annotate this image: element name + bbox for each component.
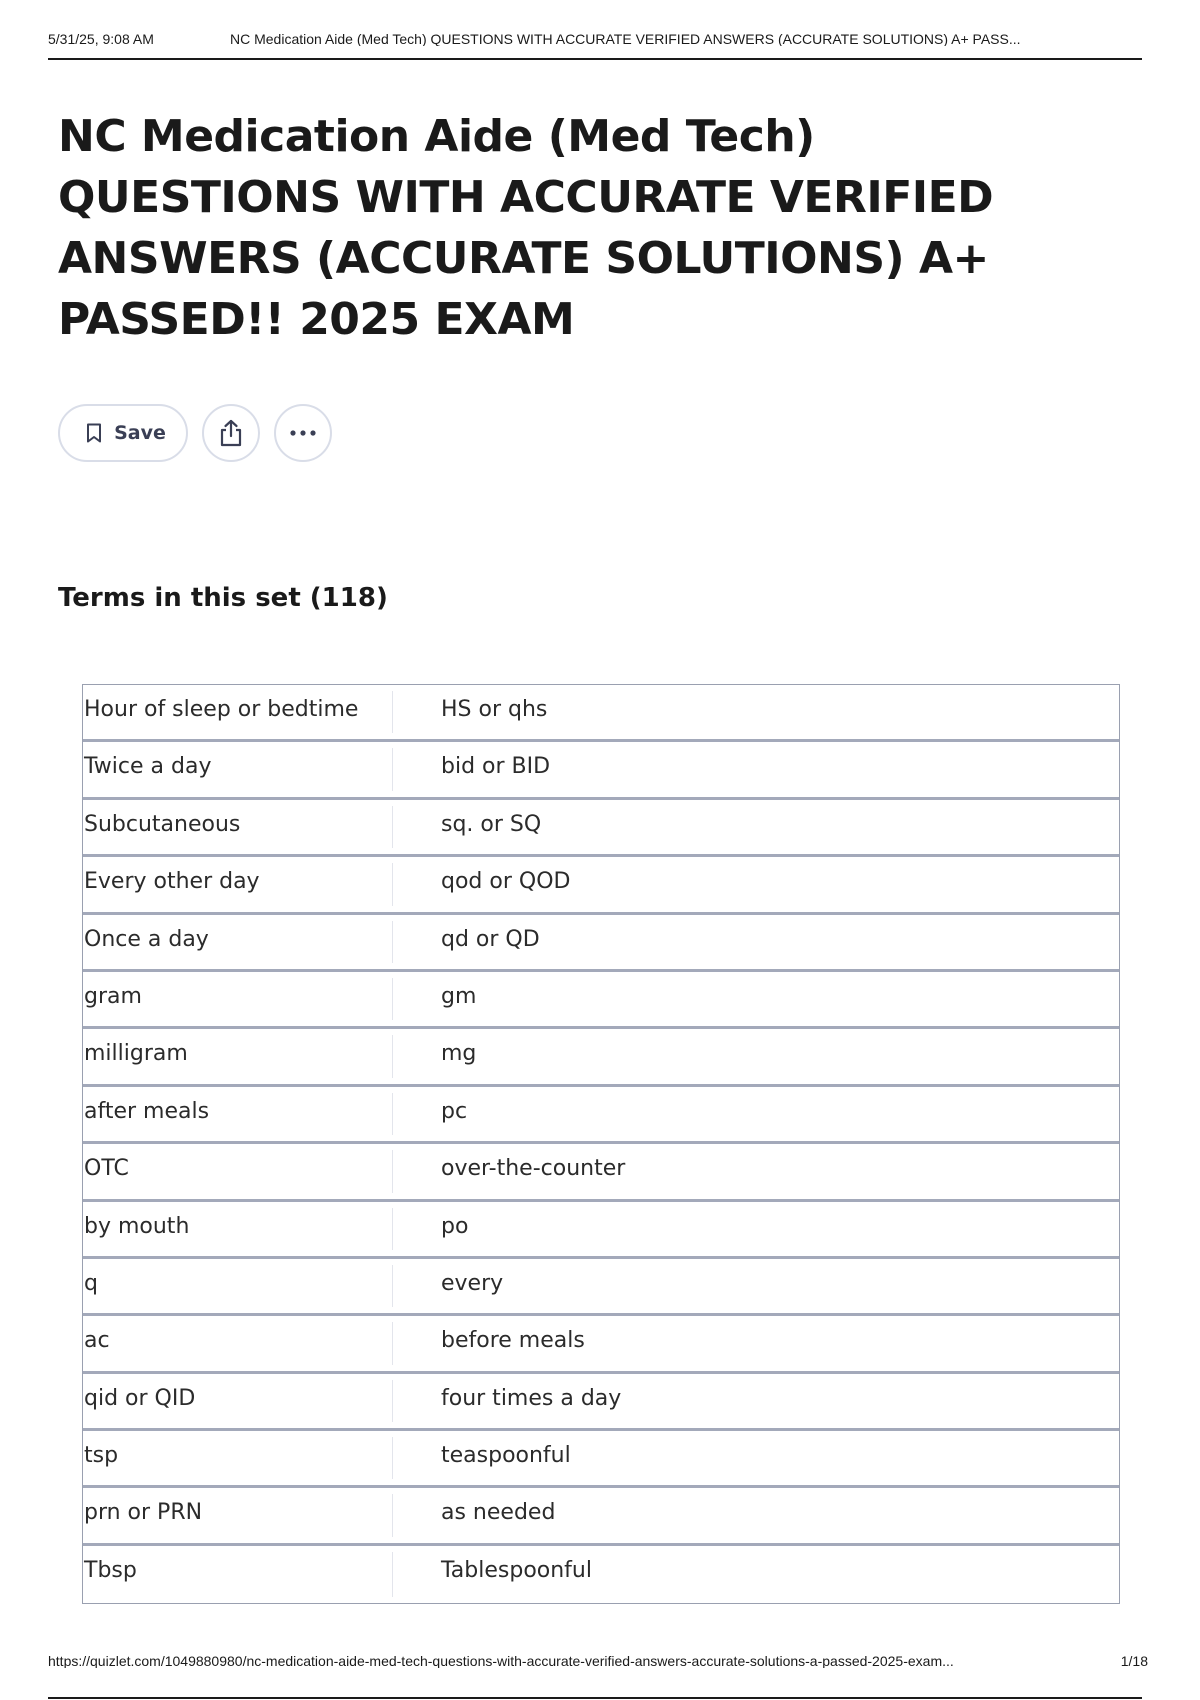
term-word: qid or QID <box>84 1385 196 1411</box>
term-divider <box>392 1494 393 1536</box>
term-divider <box>392 1035 393 1077</box>
term-row <box>83 1029 1119 1086</box>
term-row <box>83 742 1119 799</box>
term-definition: bid or BID <box>441 754 551 780</box>
term-definition: Tablespoonful <box>441 1557 592 1583</box>
bookmark-icon <box>86 423 102 443</box>
term-word: tsp <box>84 1443 119 1469</box>
term-word: Once a day <box>84 926 209 952</box>
term-definition: teaspoonful <box>441 1443 571 1469</box>
term-definition: sq. or SQ <box>441 811 542 837</box>
terms-table <box>82 684 1120 1604</box>
term-row <box>83 1259 1119 1316</box>
term-word: milligram <box>84 1041 188 1067</box>
term-divider <box>392 1093 393 1135</box>
print-url: https://quizlet.com/1049880980/nc-medication-aide-med-tech-questions-with-accurate-verified-answers-accurate-solutions-a-passed-2025-exam... <box>48 1654 954 1668</box>
term-definition: HS or qhs <box>441 697 548 722</box>
footer-rule <box>48 1697 1142 1699</box>
terms-heading: Terms in this set (118) <box>58 583 388 613</box>
term-word: OTC <box>84 1156 129 1182</box>
term-row <box>83 685 1119 742</box>
term-word: Tbsp <box>84 1557 137 1583</box>
term-row <box>83 1087 1119 1144</box>
print-footer <box>48 1650 1148 1700</box>
term-divider <box>392 921 393 963</box>
term-divider <box>392 748 393 790</box>
term-divider <box>392 1437 393 1479</box>
more-dots-icon <box>289 429 317 437</box>
page-title: NC Medication Aide (Med Tech) QUESTIONS WITH ACCURATE VERIFIED ANSWERS (ACCURATE SOLUTIONS) A+ PASSED!! 2025 EXAM <box>58 111 994 345</box>
term-divider <box>392 1552 393 1597</box>
term-divider <box>392 1265 393 1307</box>
term-divider <box>392 1322 393 1364</box>
more-options-button[interactable] <box>274 404 332 462</box>
save-button[interactable] <box>58 404 188 462</box>
term-divider <box>392 863 393 905</box>
term-definition: four times a day <box>441 1385 622 1411</box>
term-definition: gm <box>441 983 477 1009</box>
term-definition: mg <box>441 1041 477 1067</box>
term-word: Hour of sleep or bedtime <box>84 697 359 722</box>
print-header <box>48 28 1142 60</box>
term-word: after meals <box>84 1098 210 1124</box>
term-divider <box>392 1208 393 1250</box>
term-word: ac <box>84 1328 110 1354</box>
share-icon <box>218 419 244 447</box>
term-word: gram <box>84 983 142 1009</box>
term-row <box>83 1144 1119 1201</box>
print-date: 5/31/25, 9:08 AM <box>48 31 154 47</box>
term-definition: as needed <box>441 1500 556 1526</box>
term-word: Every other day <box>84 869 260 895</box>
share-button[interactable] <box>202 404 260 462</box>
term-divider <box>392 1380 393 1422</box>
term-row <box>83 1546 1119 1603</box>
save-button-label: Save <box>114 422 166 444</box>
term-definition: qd or QD <box>441 926 540 952</box>
term-definition: every <box>441 1270 504 1296</box>
term-definition: po <box>441 1213 469 1239</box>
term-divider <box>392 806 393 848</box>
term-definition: pc <box>441 1098 468 1124</box>
term-row <box>83 972 1119 1029</box>
term-row <box>83 800 1119 857</box>
term-definition: over-the-counter <box>441 1156 626 1182</box>
term-row <box>83 1374 1119 1431</box>
term-row <box>83 1488 1119 1545</box>
term-divider <box>392 1150 393 1192</box>
term-word: Subcutaneous <box>84 811 241 837</box>
term-word: by mouth <box>84 1213 190 1239</box>
print-doc-title: NC Medication Aide (Med Tech) QUESTIONS WITH ACCURATE VERIFIED ANSWERS (ACCURATE SOLUTIONS) A+ PASS... <box>230 32 1021 46</box>
term-row <box>83 857 1119 914</box>
page-number: 1/18 <box>1120 1653 1148 1669</box>
term-row <box>83 1316 1119 1373</box>
term-row <box>83 1431 1119 1488</box>
term-word: Twice a day <box>84 754 212 780</box>
term-row <box>83 915 1119 972</box>
term-word: q <box>84 1270 98 1296</box>
term-row <box>83 1202 1119 1259</box>
term-definition: qod or QOD <box>441 869 571 895</box>
term-word: prn or PRN <box>84 1500 203 1526</box>
term-divider <box>392 691 393 733</box>
term-divider <box>392 978 393 1020</box>
term-definition: before meals <box>441 1328 585 1354</box>
